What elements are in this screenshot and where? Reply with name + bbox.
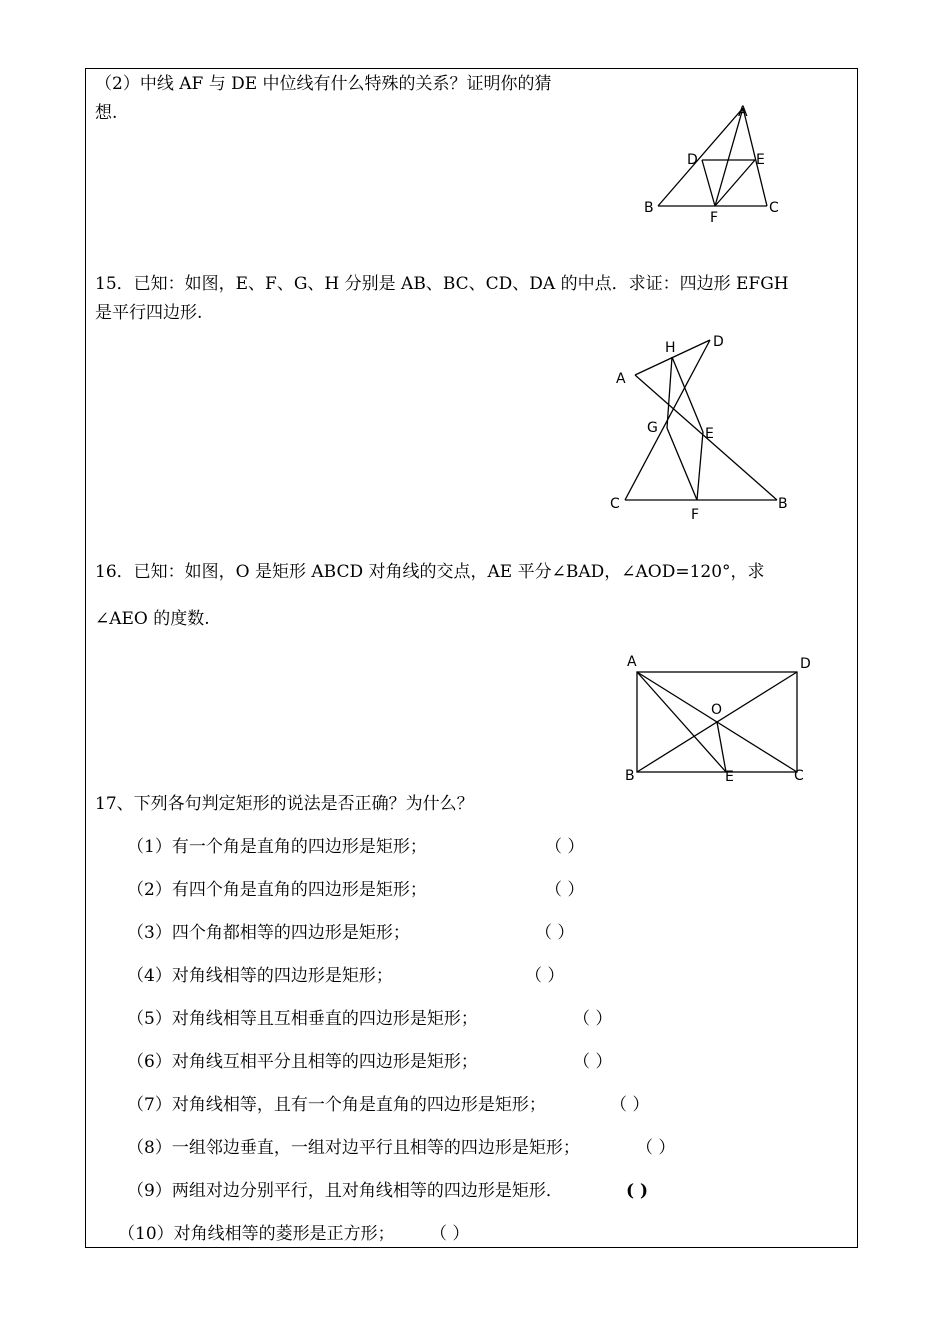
label-f: F <box>710 210 719 226</box>
q17-answer-7[interactable]: （ ） <box>610 1095 650 1115</box>
q15-line2: 是平行四边形. <box>95 303 203 323</box>
q17-item-5: （5）对角线相等且互相垂直的四边形是矩形； <box>127 1009 478 1029</box>
q17-answer-4[interactable]: （ ） <box>525 966 565 986</box>
q17-item-8: （8）一组邻边垂直，一组对边平行且相等的四边形是矩形； <box>127 1138 580 1158</box>
q14-part2-line2: 想. <box>95 103 118 123</box>
label-d: D <box>713 334 724 350</box>
label-b: B <box>778 496 788 512</box>
triangle-midline-figure <box>635 98 785 228</box>
label-e: E <box>725 769 734 785</box>
q14-part2-line1: （2）中线 AF 与 DE 中位线有什么特殊的关系？证明你的猜 <box>95 74 552 94</box>
q17-item-9: （9）两组对边分别平行，且对角线相等的四边形是矩形． <box>127 1181 563 1201</box>
q17-answer-1[interactable]: （ ） <box>545 837 585 857</box>
label-b: B <box>644 200 654 216</box>
label-a: A <box>738 104 748 120</box>
q17-item-2: （2）有四个角是直角的四边形是矩形； <box>127 880 427 900</box>
q17-answer-3[interactable]: （ ） <box>535 923 575 943</box>
label-c: C <box>794 768 804 784</box>
q16-line2: ∠AEO 的度数. <box>95 609 210 629</box>
q15-line1: 15．已知：如图，E、F、G、H 分别是 AB、BC、CD、DA 的中点．求证：四边形 EFGH <box>95 274 789 294</box>
q17-title: 17、下列各句判定矩形的说法是否正确？为什么？ <box>95 794 474 814</box>
label-c: C <box>610 496 620 512</box>
q17-item-4: （4）对角线相等的四边形是矩形； <box>127 966 393 986</box>
label-o: O <box>711 702 723 718</box>
q17-answer-5[interactable]: （ ） <box>573 1009 613 1029</box>
label-a: A <box>616 371 626 387</box>
q17-answer-8[interactable]: （ ） <box>636 1138 676 1158</box>
label-e: E <box>756 152 765 168</box>
q17-answer-6[interactable]: （ ） <box>573 1052 613 1072</box>
q16-line1: 16．已知：如图，O 是矩形 ABCD 对角线的交点，AE 平分∠BAD，∠AOD=120°，求 <box>95 562 765 582</box>
label-e: E <box>705 426 714 442</box>
rectangle-diagonals-figure <box>620 650 820 790</box>
q17-item-6: （6）对角线互相平分且相等的四边形是矩形； <box>127 1052 478 1072</box>
label-d: D <box>800 656 811 672</box>
q17-answer-10[interactable]: （ ） <box>430 1224 470 1244</box>
q17-item-7: （7）对角线相等，且有一个角是直角的四边形是矩形； <box>127 1095 546 1115</box>
q17-item-3: （3）四个角都相等的四边形是矩形； <box>127 923 410 943</box>
q17-answer-9[interactable]: ( ) <box>626 1181 649 1201</box>
q17-item-10: （10）对角线相等的菱形是正方形； <box>118 1224 395 1244</box>
label-b: B <box>625 768 635 784</box>
label-g: G <box>647 420 658 436</box>
q17-answer-2[interactable]: （ ） <box>545 880 585 900</box>
label-d: D <box>687 152 698 168</box>
quadrilateral-midpoints-figure <box>605 330 805 525</box>
label-c: C <box>769 200 779 216</box>
label-a: A <box>627 654 637 670</box>
label-h: H <box>665 340 676 356</box>
label-f: F <box>691 507 700 523</box>
q17-item-1: （1）有一个角是直角的四边形是矩形； <box>127 837 427 857</box>
